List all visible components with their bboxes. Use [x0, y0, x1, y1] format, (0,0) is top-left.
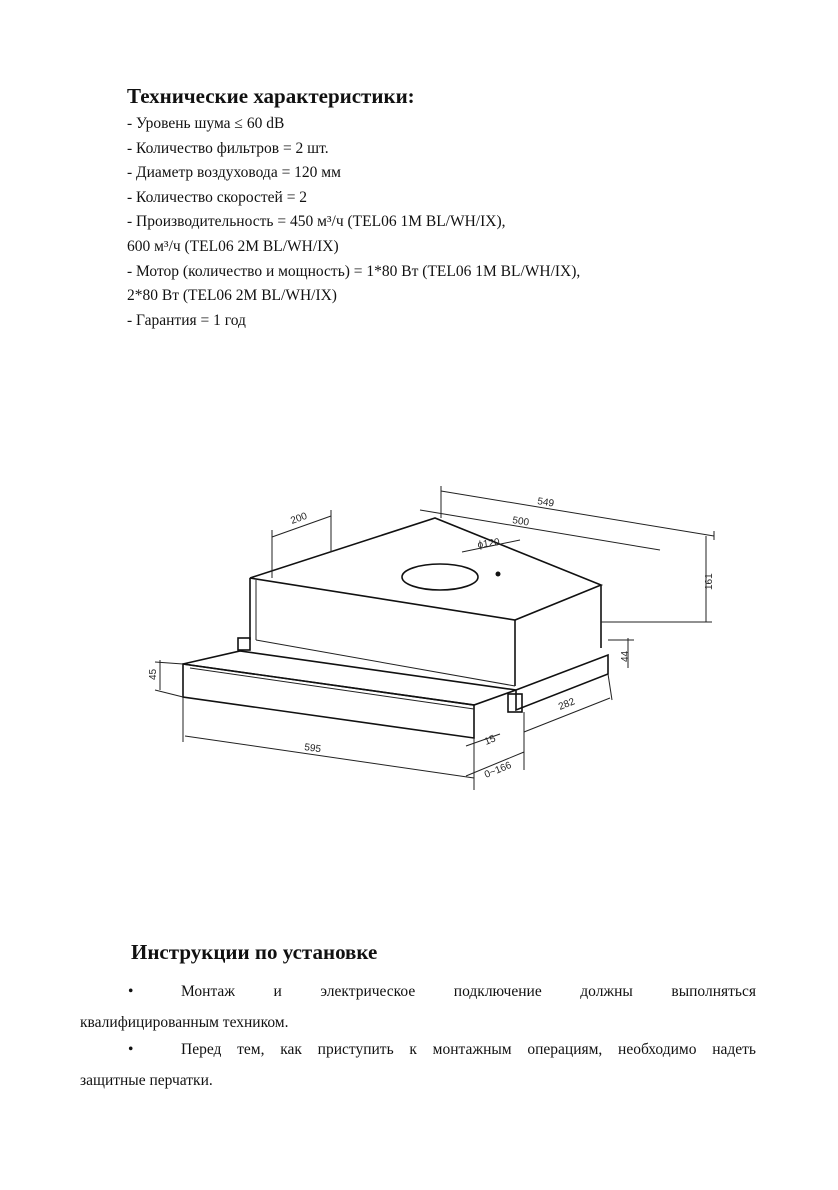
left-bracket: [238, 638, 250, 650]
dim-0-166-label: 0~166: [483, 760, 514, 781]
dim-44-label: 44: [620, 650, 631, 662]
dim-282-ext: [608, 674, 612, 700]
spec-motor-cont: 2*80 Вт (TEL06 2M BL/WH/IX): [127, 287, 337, 305]
dim-200-label: 200: [289, 510, 309, 527]
spec-speeds: - Количество скоростей = 2: [127, 188, 308, 206]
spec-duct-diameter: - Диаметр воздуховода = 120 мм: [127, 164, 341, 182]
dim-549-label: 549: [536, 496, 555, 510]
spec-capacity-cont: 600 м³/ч (TEL06 2M BL/WH/IX): [127, 237, 339, 255]
install-item-1-first-line: Монтаж и электрическое подключение должны выполняться: [181, 983, 756, 1000]
bullet: •: [128, 983, 134, 1000]
install-item-1: [80, 976, 756, 1038]
hood-dimension-drawing: [140, 480, 730, 800]
install-item-1-rest: квалифицированным техником.: [80, 1014, 289, 1031]
install-item-2-first-line: Перед тем, как приступить к монтажным операциям, необходимо надеть: [181, 1041, 756, 1058]
duct-opening: [402, 564, 478, 590]
dim-15-label: 15: [483, 733, 498, 748]
dim-549-line: [441, 491, 714, 536]
install-item-2-rest: защитные перчатки.: [80, 1072, 213, 1089]
dim-500-line: [420, 510, 660, 550]
slide-panel-lip: [190, 668, 474, 709]
dim-45-ext-top: [155, 662, 183, 664]
install-item-2: [80, 1034, 756, 1096]
dim-595-label: 595: [303, 742, 322, 756]
dim-45-label: 45: [148, 668, 159, 680]
dim-500-label: 500: [511, 515, 530, 529]
slide-panel-front: [183, 664, 474, 738]
bullet: •: [128, 1041, 134, 1058]
spec-capacity: - Производительность = 450 м³/ч (TEL06 1M BL/WH/IX),: [127, 213, 506, 231]
spec-warranty: - Гарантия = 1 год: [127, 311, 246, 329]
dim-282-label: 282: [557, 696, 577, 713]
spec-noise: - Уровень шума ≤ 60 dB: [127, 115, 285, 132]
duct-center-mark: [496, 572, 501, 577]
spec-filters: - Количество фильтров = 2 шт.: [127, 139, 329, 157]
install-title: Инструкции по установке: [131, 940, 378, 964]
slide-panel-top: [183, 651, 516, 705]
spec-motor: - Мотор (количество и мощность) = 1*80 Вт (TEL06 1M BL/WH/IX),: [127, 262, 581, 280]
specs-title: Технические характеристики:: [127, 84, 415, 108]
specs-list: [127, 112, 580, 333]
dim-120-label: ϕ120: [476, 536, 501, 551]
dim-161-label: 161: [704, 573, 715, 590]
dim-595-line: [185, 736, 474, 778]
dim-45-ext-bottom: [155, 690, 183, 697]
